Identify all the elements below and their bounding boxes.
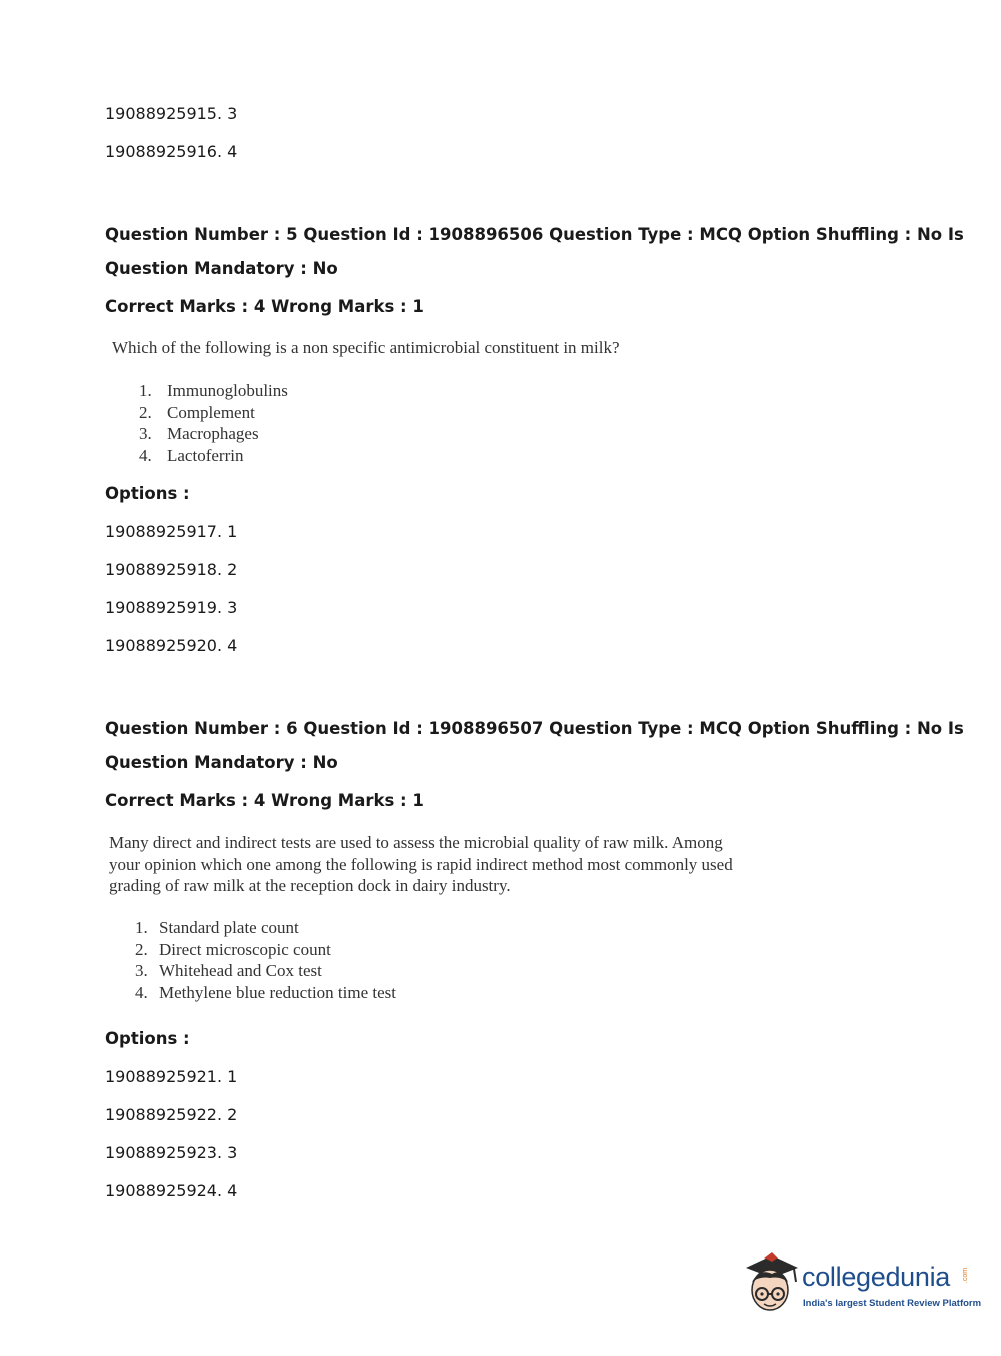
question-header: Question Number : 5 Question Id : 1908896506 Question Type : MCQ Option Shuffling : No Is — [105, 225, 964, 244]
mascot-icon — [742, 1250, 802, 1318]
option-line: 19088925916. 4 — [105, 142, 238, 161]
question-text: Many direct and indirect tests are used to assess the microbial quality of raw milk. Among your opinion which one among the following is rapid indirect method most commonly used grading of raw milk at the reception dock in dairy industry. — [109, 833, 733, 895]
question-mandatory: Question Mandatory : No — [105, 259, 338, 278]
options-label: Options : — [105, 1029, 190, 1048]
choice-list — [135, 917, 396, 1003]
question-header: Question Number : 6 Question Id : 1908896507 Question Type : MCQ Option Shuffling : No Is — [105, 719, 964, 738]
option-line: 19088925919. 3 — [105, 598, 238, 617]
option-line: 19088925918. 2 — [105, 560, 238, 579]
option-line: 19088925915. 3 — [105, 104, 238, 123]
choice-item: 2. Direct microscopic count — [135, 939, 331, 959]
options-label: Options : — [105, 484, 190, 503]
option-line: 19088925924. 4 — [105, 1181, 238, 1200]
choice-item: 4. Methylene blue reduction time test — [135, 982, 396, 1002]
option-line: 19088925922. 2 — [105, 1105, 238, 1124]
question-mandatory: Question Mandatory : No — [105, 753, 338, 772]
option-line: 19088925920. 4 — [105, 636, 238, 655]
question-text: Which of the following is a non specific antimicrobial constituent in milk? — [112, 338, 620, 357]
choice-item: 4. Lactoferrin — [139, 445, 244, 465]
choice-item: 3. Whitehead and Cox test — [135, 961, 322, 980]
option-line: 19088925921. 1 — [105, 1067, 238, 1086]
question-marks: Correct Marks : 4 Wrong Marks : 1 — [105, 791, 424, 810]
logo-wordmark: collegedunia — [802, 1262, 951, 1292]
collegedunia-logo[interactable] — [742, 1250, 982, 1320]
choice-item: 1. Immunoglobulins — [139, 381, 288, 400]
option-line: 19088925923. 3 — [105, 1143, 238, 1162]
choice-item: 1. Standard plate count — [135, 918, 299, 937]
option-line: 19088925917. 1 — [105, 522, 238, 541]
choice-item: 2. Complement — [139, 402, 255, 422]
logo-suffix: .com — [962, 1267, 970, 1284]
choice-list — [139, 380, 288, 466]
question-marks: Correct Marks : 4 Wrong Marks : 1 — [105, 297, 424, 316]
logo-tagline: India's largest Student Review Platform — [803, 1298, 982, 1309]
choice-item: 3. Macrophages — [139, 424, 259, 443]
